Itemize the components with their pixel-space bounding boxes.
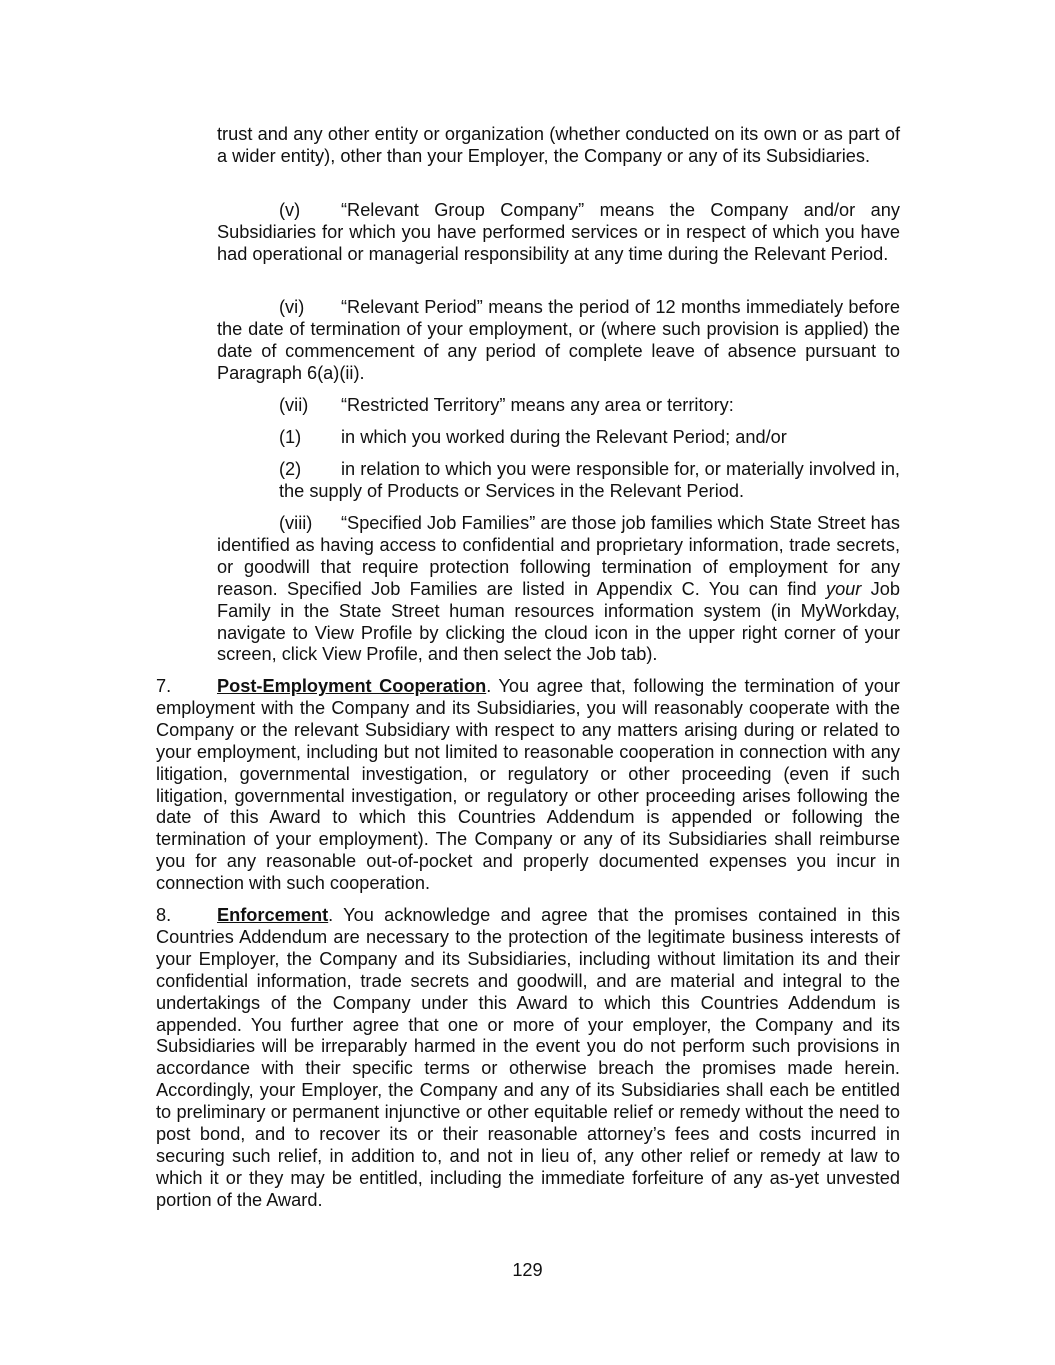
section-8: [156, 905, 900, 1212]
definition-v: [217, 200, 900, 266]
sub-item-label: (1): [279, 427, 302, 447]
sub-item-text: in relation to which you were responsible for, or materially involved in, the supply of Products or Services in the Relevant Period.: [279, 459, 900, 501]
section-text: . You agree that, following the termination of your employment with the Company and its Subsidiaries, you will reasonably cooperate with the Company or the relevant Subsidiary with respect to any matters arising during or related to your employment, including but not limited to reasonable cooperation in connection with any litigation, governmental investigation, or regulatory or other proceeding (even if such litigation, governmental investigation, or regulatory or other proceeding arises following the date of this Award to which this Countries Addendum is appended or following the termination of your employment). The Company or any of its Subsidiaries shall reimburse you for any reasonable out-of-pocket and properly documented expenses you incur in connection with such cooperation.: [156, 676, 900, 894]
sub-item-1: [279, 427, 900, 449]
section-7: [156, 676, 900, 895]
emphasis-text: your: [825, 578, 862, 599]
definition-text: “Specified Job Families” are those job families which State Street has identified as having access to confidential and proprietary information, trade secrets, or goodwill that require protection following termination of employment for any reason. Specified Job Families are listed in Appendix C. You can find: [217, 513, 900, 599]
section-number: 8.: [156, 905, 172, 925]
sub-item-text: in which you worked during the Relevant Period; and/or: [341, 427, 787, 447]
section-heading: Enforcement: [217, 905, 329, 925]
definition-text: “Relevant Period” means the period of 12 months immediately before the date of termination of your employment, or (where such provision is applied) the date of commencement of any period of complete leave of absence pursuant to Paragraph 6(a)(ii).: [217, 297, 900, 383]
page-number: 129: [512, 1260, 543, 1280]
sub-item-label: (2): [279, 459, 302, 479]
definition-label: (vi): [279, 297, 305, 317]
definition-label: (v): [279, 200, 301, 220]
definition-vii: [279, 395, 900, 417]
definition-text: “Restricted Territory” means any area or territory:: [341, 395, 734, 415]
continuation-paragraph: [217, 124, 900, 168]
paragraph-text: trust and any other entity or organization (whether conducted on its own or as part of a wider entity), other than your Employer, the Company or any of its Subsidiaries.: [217, 124, 900, 166]
definition-label: (viii): [279, 513, 313, 533]
definition-text-continued: Job Family in the State Street human resources information system (in MyWorkday, navigate to View Profile by clicking the cloud icon in the upper right corner of your screen, click View Profile, and then select the Job tab).: [217, 578, 900, 665]
definition-vi: [217, 297, 900, 385]
sub-item-2: [279, 459, 900, 503]
definition-text: “Relevant Group Company” means the Company and/or any Subsidiaries for which you have performed services or in respect of which you have had operational or managerial responsibility at any time during the Relevant Period.: [217, 200, 900, 264]
section-number: 7.: [156, 676, 172, 696]
definition-viii: [217, 513, 900, 666]
section-heading: Post-Employment Cooperation: [217, 676, 487, 696]
section-text: . You acknowledge and agree that the promises contained in this Countries Addendum are necessary to the protection of the legitimate business interests of your Employer, the Company and its Subsidiaries, including without limitation its and their confidential information, trade secrets and goodwill, and are material and integral to the undertakings of the Company under this Award to which this Countries Addendum is appended. You further agree that one or more of your employer, the Company and its Subsidiaries will be irreparably harmed in the event you do not perform such provisions in accordance with their specific terms or otherwise breach the promises made herein. Accordingly, your Employer, the Company and any of its Subsidiaries shall each be entitled to preliminary or permanent injunctive or other equitable relief or remedy without the need to post bond, and to recover its or their reasonable attorney’s fees and costs incurred in securing such relief, in addition to, and not in lieu of, any other relief or remedy at law to which it or they may be entitled, including the immediate forfeiture of any as-yet unvested portion of the Award.: [156, 905, 900, 1210]
definition-label: (vii): [279, 395, 309, 415]
